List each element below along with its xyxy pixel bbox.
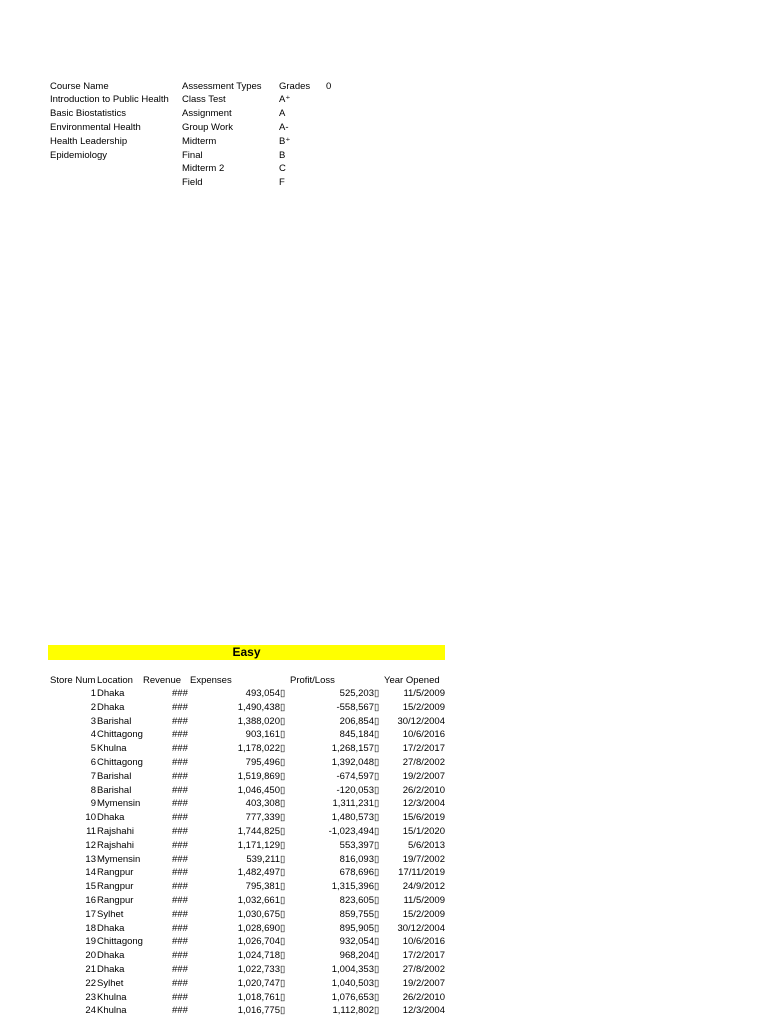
store-num-cell[interactable]: 13 xyxy=(85,853,96,865)
store-num-cell[interactable]: 20 xyxy=(85,950,96,962)
table-row xyxy=(48,922,448,936)
location-cell[interactable]: Khulna xyxy=(97,1005,127,1017)
year-opened-cell[interactable]: 17/11/2019 xyxy=(398,867,445,879)
revenue-cell[interactable]: ### xyxy=(172,853,188,865)
table-row xyxy=(48,797,448,811)
expenses-cell[interactable]: 1,022,733 xyxy=(237,964,280,975)
assessment-type-cell[interactable]: Final xyxy=(182,150,203,161)
revenue-cell[interactable]: ### xyxy=(172,729,188,741)
table-row xyxy=(48,770,448,784)
profit-loss-cell[interactable]: 1,392,048 xyxy=(331,757,374,768)
grade-cell[interactable]: A- xyxy=(279,122,289,133)
unrendered-glyph: ▯ xyxy=(280,991,286,1003)
store-num-cell[interactable]: 18 xyxy=(85,922,96,934)
location-cell[interactable]: Dhaka xyxy=(97,922,125,934)
year-opened-cell[interactable]: 15/2/2009 xyxy=(402,701,445,713)
table-row xyxy=(48,811,448,825)
expenses-cell[interactable]: 1,171,129 xyxy=(237,839,280,851)
location-cell[interactable]: Rangpur xyxy=(97,895,134,906)
location-cell[interactable]: Rangpur xyxy=(97,881,134,893)
unrendered-glyph: ▯ xyxy=(374,853,380,865)
unrendered-glyph: ▯ xyxy=(280,798,286,810)
location-cell[interactable]: Rajshahi xyxy=(97,839,134,851)
unrendered-glyph: ▯ xyxy=(374,826,380,837)
unrendered-glyph: ▯ xyxy=(280,950,286,962)
location-cell[interactable]: Chittagong xyxy=(97,729,143,741)
unrendered-glyph: ▯ xyxy=(374,908,380,920)
unrendered-glyph: ▯ xyxy=(280,853,286,865)
year-opened-cell[interactable]: 19/7/2002 xyxy=(402,853,445,865)
store-num-cell[interactable]: 6 xyxy=(90,757,96,768)
table-row xyxy=(48,963,448,977)
expenses-cell[interactable]: 1,178,022 xyxy=(237,743,280,755)
revenue-cell[interactable]: ### xyxy=(172,770,188,782)
location-cell[interactable]: Barishal xyxy=(97,784,132,796)
table-row xyxy=(48,991,448,1005)
profit-loss-cell[interactable]: 932,054 xyxy=(339,936,374,948)
location-cell[interactable]: Dhaka xyxy=(97,950,125,962)
revenue-cell[interactable]: ### xyxy=(172,991,188,1003)
store-num-cell[interactable]: 12 xyxy=(85,839,96,851)
unrendered-glyph: ▯ xyxy=(280,715,286,727)
revenue-cell[interactable]: ### xyxy=(172,895,188,906)
table-row xyxy=(48,908,448,922)
unrendered-glyph: ▯ xyxy=(374,895,380,906)
profit-loss-cell[interactable]: 895,905 xyxy=(339,922,374,934)
unrendered-glyph: ▯ xyxy=(374,839,380,851)
expenses-cell[interactable]: 539,211 xyxy=(246,853,280,865)
assessment-type-cell[interactable]: Group Work xyxy=(182,122,234,133)
revenue-cell[interactable]: ### xyxy=(172,743,188,755)
unrendered-glyph: ▯ xyxy=(280,936,286,948)
expenses-cell[interactable]: 1,388,020 xyxy=(237,715,280,727)
table-row xyxy=(48,825,448,839)
profit-loss-cell[interactable]: 1,004,353 xyxy=(331,964,374,975)
unrendered-glyph: ▯ xyxy=(280,812,286,824)
unrendered-glyph: ▯ xyxy=(374,798,380,810)
year-opened-cell[interactable]: 12/3/2004 xyxy=(402,798,445,810)
expenses-cell[interactable]: 1,016,775 xyxy=(237,1005,280,1017)
table-row xyxy=(48,853,448,867)
location-cell[interactable]: Chittagong xyxy=(97,757,143,768)
expenses-cell[interactable]: 1,030,675 xyxy=(237,908,280,920)
expenses-cell[interactable]: 1,482,497 xyxy=(237,867,280,879)
expenses-cell[interactable]: 1,024,718 xyxy=(237,950,280,962)
table-row xyxy=(48,784,448,798)
unrendered-glyph: ▯ xyxy=(374,881,380,893)
unrendered-glyph: ▯ xyxy=(280,784,286,796)
revenue-cell[interactable]: ### xyxy=(172,784,188,796)
table-row xyxy=(48,715,448,729)
year-opened-cell[interactable]: 15/2/2009 xyxy=(402,908,445,920)
store-num-cell[interactable]: 7 xyxy=(90,770,96,782)
easy-banner-label: Easy xyxy=(232,645,261,659)
unrendered-glyph: ▯ xyxy=(280,964,286,975)
store-num-cell[interactable]: 8 xyxy=(90,784,96,796)
location-cell[interactable]: Barishal xyxy=(97,715,132,727)
revenue-cell[interactable]: ### xyxy=(172,839,188,851)
unrendered-glyph: ▯ xyxy=(374,784,380,796)
unrendered-glyph: ▯ xyxy=(280,922,286,934)
profit-loss-header[interactable]: Profit/Loss xyxy=(290,675,335,686)
store-num-header[interactable]: Store Num xyxy=(50,675,96,686)
revenue-cell[interactable]: ### xyxy=(172,936,188,948)
grades-header[interactable]: Grades xyxy=(279,81,311,92)
unrendered-glyph: ▯ xyxy=(280,839,286,851)
grade-cell[interactable]: A⁺ xyxy=(279,94,291,105)
unrendered-glyph: ▯ xyxy=(374,701,380,713)
course-cell[interactable]: Health Leadership xyxy=(50,136,128,147)
year-opened-cell[interactable]: 17/2/2017 xyxy=(402,743,445,755)
store-num-cell[interactable]: 17 xyxy=(85,908,96,920)
expenses-cell[interactable]: 403,308 xyxy=(245,798,280,810)
unrendered-glyph: ▯ xyxy=(280,757,286,768)
expenses-cell[interactable]: 903,161 xyxy=(245,729,280,741)
unrendered-glyph: ▯ xyxy=(280,895,286,906)
assessment-type-cell[interactable]: Midterm 2 xyxy=(182,163,225,174)
grade-cell[interactable]: C xyxy=(279,163,286,174)
location-cell[interactable]: Dhaka xyxy=(97,701,125,713)
year-opened-cell[interactable]: 30/12/2004 xyxy=(397,715,445,727)
revenue-cell[interactable]: ### xyxy=(172,715,188,727)
expenses-cell[interactable]: 1,046,450 xyxy=(237,784,280,796)
assessment-type-cell[interactable]: Midterm xyxy=(182,136,217,147)
store-num-cell[interactable]: 19 xyxy=(85,936,96,948)
year-opened-cell[interactable]: 26/2/2010 xyxy=(402,784,445,796)
location-cell[interactable]: Chittagong xyxy=(97,936,143,948)
store-num-cell[interactable]: 5 xyxy=(90,743,96,755)
year-opened-cell[interactable]: 12/3/2004 xyxy=(402,1005,445,1017)
location-cell[interactable]: Mymensin xyxy=(97,798,141,810)
year-opened-cell[interactable]: 19/2/2007 xyxy=(402,770,445,782)
location-cell[interactable]: Rangpur xyxy=(97,867,134,879)
expenses-cell[interactable]: 1,519,869 xyxy=(237,770,280,782)
assessment-types-header[interactable]: Assessment Types xyxy=(182,81,262,92)
profit-loss-cell[interactable]: -558,567 xyxy=(336,701,374,713)
revenue-cell[interactable]: ### xyxy=(172,812,188,824)
year-opened-cell[interactable]: 15/6/2019 xyxy=(402,812,445,824)
unrendered-glyph: ▯ xyxy=(280,881,286,893)
unrendered-glyph: ▯ xyxy=(374,715,380,727)
location-cell[interactable]: Khulna xyxy=(97,991,127,1003)
store-num-cell[interactable]: 23 xyxy=(85,991,96,1003)
unrendered-glyph: ▯ xyxy=(374,729,380,741)
revenue-cell[interactable]: ### xyxy=(172,922,188,934)
year-opened-cell[interactable]: 19/2/2007 xyxy=(402,977,445,989)
location-cell[interactable]: Sylhet xyxy=(97,977,124,989)
profit-loss-cell[interactable]: -1,023,494 xyxy=(328,826,374,837)
location-cell[interactable]: Barishal xyxy=(97,770,132,782)
store-num-cell[interactable]: 4 xyxy=(90,729,96,741)
expenses-cell[interactable]: 1,020,747 xyxy=(237,977,280,989)
store-num-cell[interactable]: 3 xyxy=(90,715,96,727)
table-row xyxy=(48,866,448,880)
course-cell[interactable]: Environmental Health xyxy=(50,122,141,133)
profit-loss-cell[interactable]: 553,397 xyxy=(339,839,374,851)
location-cell[interactable]: Mymensin xyxy=(97,853,141,865)
profit-loss-cell[interactable]: 968,204 xyxy=(339,950,374,962)
store-num-cell[interactable]: 9 xyxy=(90,798,96,810)
location-cell[interactable]: Rajshahi xyxy=(97,826,134,837)
unrendered-glyph: ▯ xyxy=(374,867,380,879)
year-opened-cell[interactable]: 30/12/2004 xyxy=(397,922,445,934)
year-opened-cell[interactable]: 27/8/2002 xyxy=(402,757,445,768)
profit-loss-cell[interactable]: 823,605 xyxy=(339,895,374,906)
expenses-cell[interactable]: 1,018,761 xyxy=(237,991,280,1003)
location-header[interactable]: Location xyxy=(97,675,133,686)
year-opened-cell[interactable]: 5/6/2013 xyxy=(408,839,445,851)
year-opened-cell[interactable]: 27/8/2002 xyxy=(402,964,445,975)
unrendered-glyph: ▯ xyxy=(280,743,286,755)
location-cell[interactable]: Dhaka xyxy=(97,688,125,699)
store-num-cell[interactable]: 10 xyxy=(85,812,96,824)
profit-loss-cell[interactable]: 1,112,802 xyxy=(332,1005,374,1017)
location-cell[interactable]: Dhaka xyxy=(97,964,125,975)
year-opened-cell[interactable]: 24/9/2012 xyxy=(402,881,445,893)
revenue-cell[interactable]: ### xyxy=(172,757,188,768)
profit-loss-cell[interactable]: 206,854 xyxy=(339,715,374,727)
table-row xyxy=(48,894,448,908)
course-cell[interactable]: Epidemiology xyxy=(50,150,108,161)
store-num-cell[interactable]: 22 xyxy=(85,977,96,989)
profit-loss-cell[interactable]: 859,755 xyxy=(339,908,374,920)
location-cell[interactable]: Sylhet xyxy=(97,908,124,920)
expenses-cell[interactable]: 795,496 xyxy=(245,757,280,768)
unrendered-glyph: ▯ xyxy=(280,1005,286,1017)
profit-loss-cell[interactable]: 1,268,157 xyxy=(331,743,374,755)
year-opened-header[interactable]: Year Opened xyxy=(384,675,440,686)
table-row xyxy=(48,742,448,756)
unrendered-glyph: ▯ xyxy=(374,743,380,755)
expenses-cell[interactable]: 777,339 xyxy=(245,812,280,824)
year-opened-cell[interactable]: 26/2/2010 xyxy=(402,991,445,1003)
year-opened-cell[interactable]: 10/6/2016 xyxy=(402,936,445,948)
profit-loss-cell[interactable]: 1,076,653 xyxy=(331,991,374,1003)
unrendered-glyph: ▯ xyxy=(374,964,380,975)
profit-loss-cell[interactable]: 525,203 xyxy=(339,688,374,699)
table-row xyxy=(48,839,448,853)
revenue-cell[interactable]: ### xyxy=(172,977,188,989)
profit-loss-cell[interactable]: 845,184 xyxy=(339,729,374,741)
course-cell[interactable]: Introduction to Public Health xyxy=(50,94,169,105)
extra-header-cell[interactable]: 0 xyxy=(326,81,332,92)
grade-cell[interactable]: F xyxy=(279,177,285,188)
store-num-cell[interactable]: 21 xyxy=(85,964,96,975)
grade-cell[interactable]: B⁺ xyxy=(279,136,291,147)
unrendered-glyph: ▯ xyxy=(374,922,380,934)
unrendered-glyph: ▯ xyxy=(374,936,380,948)
profit-loss-cell[interactable]: 678,696 xyxy=(339,867,374,879)
profit-loss-cell[interactable]: 1,311,231 xyxy=(332,798,374,810)
unrendered-glyph: ▯ xyxy=(374,812,380,824)
unrendered-glyph: ▯ xyxy=(280,701,286,713)
easy-banner[interactable] xyxy=(48,645,445,660)
expenses-cell[interactable]: 1,744,825 xyxy=(237,826,280,837)
store-num-cell[interactable]: 2 xyxy=(90,701,96,713)
store-num-cell[interactable]: 11 xyxy=(86,826,96,837)
assessment-type-cell[interactable]: Assignment xyxy=(182,108,232,119)
unrendered-glyph: ▯ xyxy=(374,950,380,962)
course-name-header[interactable]: Course Name xyxy=(50,81,109,92)
unrendered-glyph: ▯ xyxy=(280,688,286,699)
year-opened-cell[interactable]: 11/5/2009 xyxy=(403,688,445,699)
expenses-cell[interactable]: 1,032,661 xyxy=(237,895,280,906)
unrendered-glyph: ▯ xyxy=(374,991,380,1003)
grade-cell[interactable]: A xyxy=(279,108,286,119)
revenue-cell[interactable]: ### xyxy=(172,908,188,920)
profit-loss-cell[interactable]: 816,093 xyxy=(339,853,374,865)
table-row xyxy=(48,977,448,991)
table-row xyxy=(48,935,448,949)
unrendered-glyph: ▯ xyxy=(280,826,286,837)
revenue-cell[interactable]: ### xyxy=(172,1005,188,1017)
revenue-cell[interactable]: ### xyxy=(172,701,188,713)
store-num-cell[interactable]: 15 xyxy=(85,881,96,893)
unrendered-glyph: ▯ xyxy=(374,1005,380,1017)
assessment-type-cell[interactable]: Field xyxy=(182,177,203,188)
profit-loss-cell[interactable]: 1,315,396 xyxy=(331,881,374,893)
table-row xyxy=(48,880,448,894)
year-opened-cell[interactable]: 17/2/2017 xyxy=(402,950,445,962)
location-cell[interactable]: Khulna xyxy=(97,743,127,755)
year-opened-cell[interactable]: 11/5/2009 xyxy=(403,895,445,906)
unrendered-glyph: ▯ xyxy=(374,688,380,699)
grade-cell[interactable]: B xyxy=(279,150,286,161)
year-opened-cell[interactable]: 15/1/2020 xyxy=(402,826,445,837)
profit-loss-cell[interactable]: 1,480,573 xyxy=(331,812,374,824)
unrendered-glyph: ▯ xyxy=(374,757,380,768)
expenses-cell[interactable]: 1,028,690 xyxy=(237,922,280,934)
table-row xyxy=(48,701,448,715)
revenue-cell[interactable]: ### xyxy=(172,867,188,879)
table-row xyxy=(48,728,448,742)
table-row xyxy=(48,756,448,770)
revenue-cell[interactable]: ### xyxy=(172,950,188,962)
expenses-cell[interactable]: 795,381 xyxy=(245,881,280,893)
store-num-cell[interactable]: 24 xyxy=(85,1005,96,1017)
profit-loss-cell[interactable]: 1,040,503 xyxy=(331,977,374,989)
profit-loss-cell[interactable]: -674,597 xyxy=(336,770,374,782)
unrendered-glyph: ▯ xyxy=(280,908,286,920)
expenses-cell[interactable]: 493,054 xyxy=(245,688,280,699)
store-num-cell[interactable]: 1 xyxy=(90,688,96,699)
unrendered-glyph: ▯ xyxy=(280,770,286,782)
expenses-cell[interactable]: 1,490,438 xyxy=(237,701,280,713)
unrendered-glyph: ▯ xyxy=(280,977,286,989)
table-row xyxy=(48,949,448,963)
table-row xyxy=(48,687,448,701)
revenue-cell[interactable]: ### xyxy=(172,881,188,893)
store-num-cell[interactable]: 14 xyxy=(85,867,96,879)
year-opened-cell[interactable]: 10/6/2016 xyxy=(402,729,445,741)
revenue-cell[interactable]: ### xyxy=(172,688,188,699)
unrendered-glyph: ▯ xyxy=(280,729,286,741)
location-cell[interactable]: Dhaka xyxy=(97,812,125,824)
store-num-cell[interactable]: 16 xyxy=(85,895,96,906)
table-row xyxy=(48,1004,448,1018)
revenue-header[interactable]: Revenue xyxy=(143,675,182,686)
unrendered-glyph: ▯ xyxy=(374,770,380,782)
profit-loss-cell[interactable]: -120,053 xyxy=(336,784,374,796)
revenue-cell[interactable]: ### xyxy=(172,964,188,975)
expenses-cell[interactable]: 1,026,704 xyxy=(237,936,280,948)
assessment-type-cell[interactable]: Class Test xyxy=(182,94,226,105)
unrendered-glyph: ▯ xyxy=(280,867,286,879)
revenue-cell[interactable]: ### xyxy=(172,798,188,810)
unrendered-glyph: ▯ xyxy=(374,977,380,989)
revenue-cell[interactable]: ### xyxy=(172,826,188,837)
course-cell[interactable]: Basic Biostatistics xyxy=(50,108,127,119)
expenses-header[interactable]: Expenses xyxy=(190,675,232,686)
